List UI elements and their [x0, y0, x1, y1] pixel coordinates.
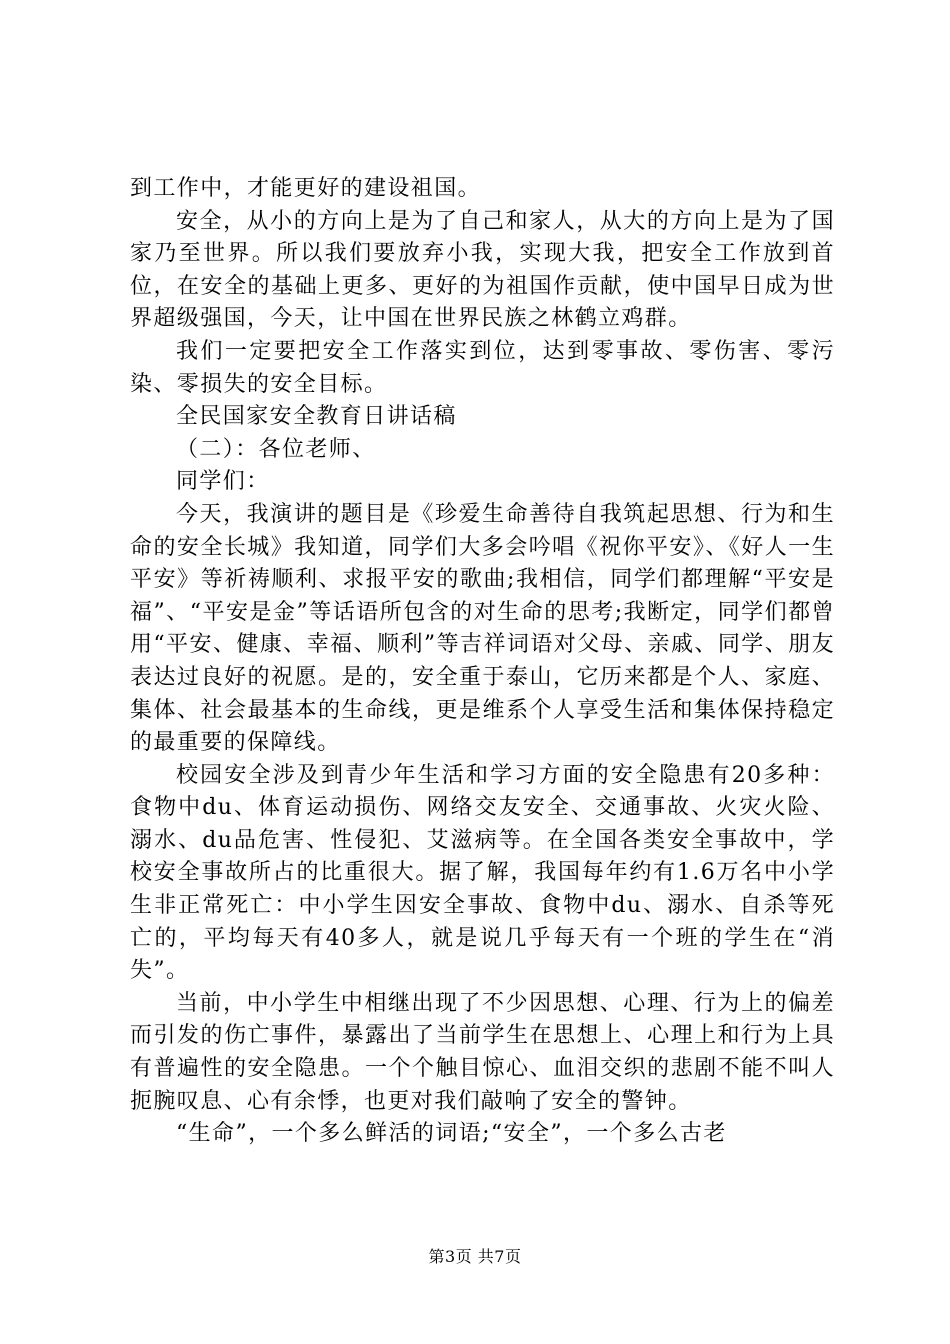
section-title: 全民国家安全教育日讲话稿	[176, 404, 457, 430]
paragraph-10: “生命”，一个多么鲜活的词语;“安全”，一个多么古老	[176, 1121, 727, 1147]
paragraph-7: 今天，我演讲的题目是《珍爱生命善待自我筑起思想、行为和生命的安全长城》我知道，同学们大多会吟唱《祝你平安》、《好人一生平安》等祈祷顺利、求报平安的歌曲;我相信，同学们都理解“平安是福”、“平安是金”等话语所包含的对生命的思考;我断定，同学们都曾用“平安、健康、幸福、顺利”等吉祥词语对父母、亲戚、同学、朋友表达过良好的祝愿。是的，安全重于泰山，它历来都是个人、家庭、集体、社会最基本的生命线，更是维系个人享受生活和集体保持稳定的最重要的保障线。	[130, 501, 835, 756]
paragraph-9: 当前，中小学生中相继出现了不少因思想、心理、行为上的偏差而引发的伤亡事件，暴露出了当前学生在思想上、心理上和行为上具有普遍性的安全隐患。一个个触目惊心、血泪交织的悲剧不能不叫人扼腕叹息、心有余悸，也更对我们敲响了安全的警钟。	[130, 990, 835, 1114]
paragraph-8: 校园安全涉及到青少年生活和学习方面的安全隐患有20多种：食物中du、体育运动损伤、网络交友安全、交通事故、火灾火险、溺水、du品危害、性侵犯、艾滋病等。在全国各类安全事故中，学校安全事故所占的比重很大。据了解，我国每年约有1.6万名中小学生非正常死亡：中小学生因安全事故、食物中du、溺水、自杀等死亡的，平均每天有40多人，就是说几乎每天有一个班的学生在“消失”。	[130, 762, 835, 984]
paragraph-3: 我们一定要把安全工作落实到位，达到零事故、零伤害、零污染、零损失的安全目标。	[130, 338, 835, 397]
paragraph-1: 到工作中，才能更好的建设祖国。	[130, 176, 482, 201]
salutation-2: 同学们：	[176, 469, 270, 495]
salutation-1: （二）：各位老师、	[176, 436, 376, 462]
document-body	[130, 173, 835, 1151]
paragraph-2: 安全，从小的方向上是为了自己和家人，从大的方向上是为了国家乃至世界。所以我们要放弃小我，实现大我，把安全工作放到首位，在安全的基础上更多、更好的为祖国作贡献，使中国早日成为世界超级强国，今天，让中国在世界民族之林鹤立鸡群。	[130, 208, 835, 332]
page-number-footer: 第3页 共7页	[428, 1247, 522, 1266]
